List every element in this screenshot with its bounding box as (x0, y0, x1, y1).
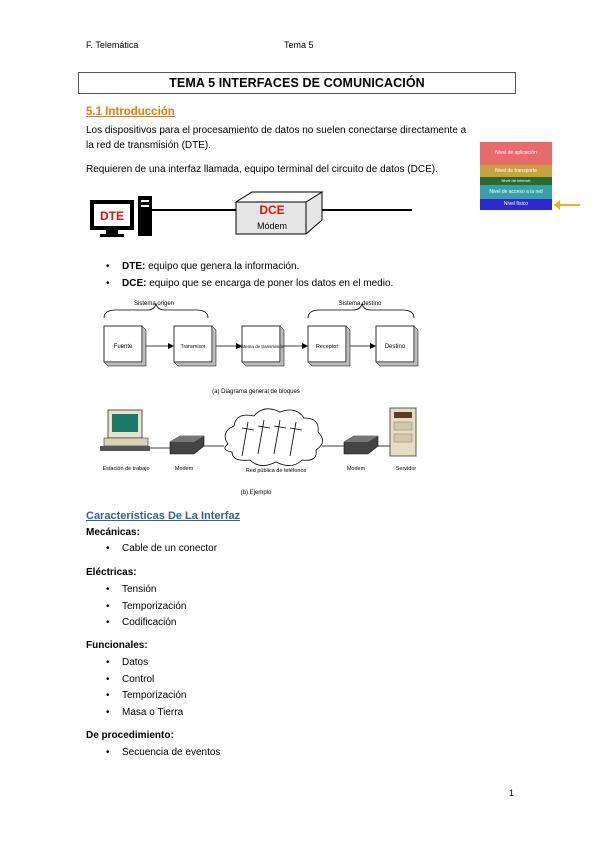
block-sistema-transmision (238, 326, 285, 366)
list-item: • DTE: equipo que genera la información. (106, 259, 393, 276)
layer-transport: Nivel de transporte (480, 165, 552, 177)
list-item: • Temporización (106, 599, 186, 616)
group-label-electrical: Eléctricas: (86, 567, 137, 578)
group-label-mechanical: Mecánicas: (86, 527, 140, 538)
block-receptor (308, 326, 350, 366)
intro-line-2: la red de transmisión (DTE). (86, 140, 212, 151)
definition-list (106, 259, 393, 292)
layer-application: Nivel de aplicación (480, 142, 552, 165)
svg-text:Transmisor: Transmisor (180, 344, 206, 350)
layer-internet: Nivel de internet (480, 177, 552, 185)
modem-icon-left (170, 436, 204, 454)
mechanical-list (106, 541, 217, 558)
list-item: • Temporización (106, 688, 186, 705)
intro-line-1: Los dispositivos para el procesamiento de datos no suelen conectarse directamente a (86, 125, 467, 136)
block-transmisor (174, 326, 216, 366)
label-modem-right: Modem (346, 466, 366, 472)
list-item: • Masa o Tierra (106, 705, 186, 722)
group-label-origin: Sistema origen (133, 301, 175, 307)
list-item: • Codificación (106, 615, 186, 632)
protocol-stack (480, 142, 552, 210)
modem-label: Módem (256, 221, 288, 231)
block-fuente (104, 326, 146, 366)
diagram-caption-b: (b) Ejemplo (240, 490, 272, 496)
svg-text:Sistema de transmisión: Sistema de transmisión (237, 344, 285, 349)
header-center: Tema 5 (284, 40, 314, 50)
list-item: • Tensión (106, 582, 186, 599)
page-title: TEMA 5 INTERFACES DE COMUNICACIÓN (78, 72, 516, 94)
characteristics-heading: Características De La Interfaz (86, 510, 241, 522)
functional-list (106, 655, 186, 721)
label-workstation: Estación de trabajo (102, 466, 150, 472)
svg-text:Destino: Destino (384, 344, 406, 350)
procedural-list (106, 745, 220, 762)
header-left: F. Telemática (86, 40, 139, 50)
label-modem-left: Modem (174, 466, 194, 472)
list-item: • Datos (106, 655, 186, 672)
label-telephone-network: Red pública de teléfonos (245, 468, 307, 474)
list-item: • Control (106, 672, 186, 689)
group-label-functional: Funcionales: (86, 640, 148, 651)
modem-icon-right (344, 436, 378, 454)
dte-label: DTE (100, 209, 124, 223)
telephone-network-cloud-icon (225, 409, 323, 466)
workstation-icon (100, 410, 150, 451)
list-item: • DCE: equipo que se encarga de poner los datos en el medio. (106, 276, 393, 293)
group-label-procedural: De procedimiento: (86, 730, 174, 741)
intro-paragraph-2: Requieren de una interfaz llamada, equipo terminal del circuito de datos (DCE). (86, 164, 438, 175)
list-item: • Cable de un conector (106, 541, 217, 558)
label-server: Servidor (395, 466, 417, 472)
block-diagram (96, 296, 426, 400)
arrow-head-icon (554, 200, 560, 210)
block-destino (376, 326, 418, 366)
page-number: 1 (509, 788, 515, 798)
group-label-destination: Sistema destino (338, 301, 382, 307)
layer-network-access: Nivel de acceso a la red (480, 185, 552, 199)
dte-dce-figure (86, 190, 426, 240)
list-item: • Secuencia de eventos (106, 745, 220, 762)
section-heading: 5.1 Introducción (86, 106, 175, 118)
network-example (96, 404, 426, 500)
diagram-caption-a: (a) Diagrama general de bloques (212, 389, 300, 395)
electrical-list (106, 582, 186, 632)
svg-text:Fuente: Fuente (113, 344, 133, 350)
svg-text:Receptor: Receptor (315, 344, 339, 350)
server-icon (390, 408, 416, 456)
layer-physical: Nivel físico (480, 199, 552, 210)
dce-label: DCE (259, 203, 285, 217)
